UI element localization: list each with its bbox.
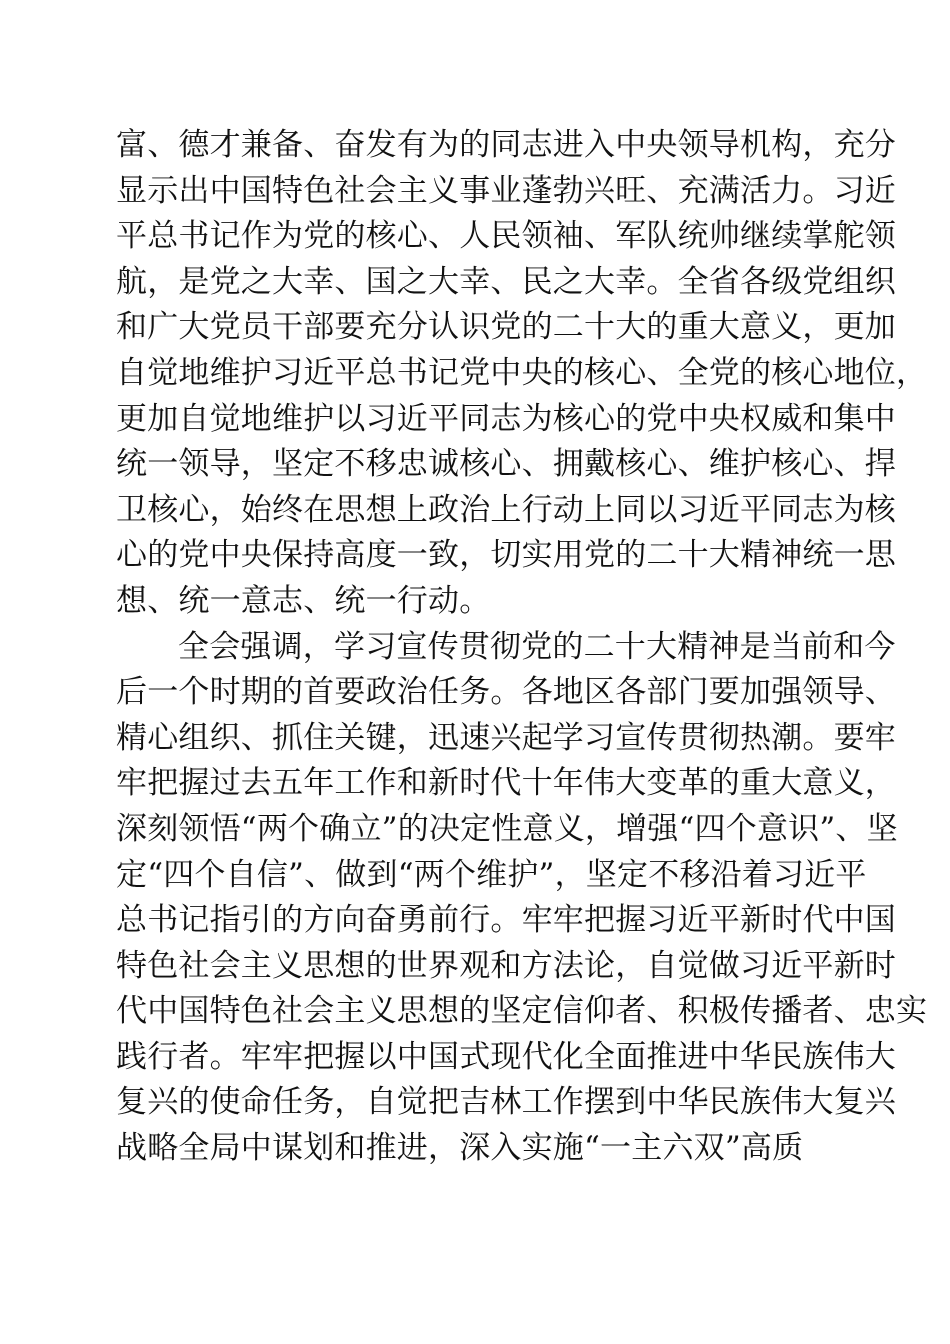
paragraph-line: 航，是党之大幸、国之大幸、民之大幸。全省各级党组织 [116,263,896,300]
paragraph-line: 平总书记作为党的核心、人民领袖、军队统帅继续掌舵领 [116,218,896,255]
paragraph-line: 复兴的使命任务，自觉把吉林工作摆到中华民族伟大复兴 [116,1084,896,1121]
paragraph-line: 和广大党员干部要充分认识党的二十大的重大意义，更加 [116,309,896,346]
paragraph-line: 自觉地维护习近平总书记党中央的核心、全党的核心地位， [116,354,928,391]
paragraph-line: 想、统一意志、统一行动。 [116,582,491,619]
paragraph-line: 统一领导，坚定不移忠诚核心、拥戴核心、维护核心、捍 [116,446,896,483]
paragraph-1 [116,123,928,625]
paragraph-line: 显示出中国特色社会主义事业蓬勃兴旺、充满活力。习近 [116,172,896,209]
paragraph-line: 总书记指引的方向奋勇前行。牢牢把握习近平新时代中国 [116,902,896,939]
paragraph-line: 深刻领悟“两个确立”的决定性意义，增强“四个意识”、坚 [116,810,898,847]
paragraph-line: 精心组织、抓住关键，迅速兴起学习宣传贯彻热潮。要牢 [116,719,896,756]
paragraph-line: 卫核心，始终在思想上政治上行动上同以习近平同志为核 [116,491,896,528]
paragraph-line: 富、德才兼备、奋发有为的同志进入中央领导机构，充分 [116,127,896,163]
paragraph-line: 践行者。牢牢把握以中国式现代化全面推进中华民族伟大 [116,1038,896,1075]
paragraph-line: 更加自觉地维护以习近平同志为核心的党中央权威和集中 [116,400,896,437]
paragraph-line: 后一个时期的首要政治任务。各地区各部门要加强领导、 [116,674,896,711]
paragraph-2 [116,625,928,1172]
paragraph-line: 定“四个自信”、做到“两个维护”，坚定不移沿着习近平 [116,856,867,893]
document-body [116,123,928,1172]
paragraph-line: 代中国特色社会主义思想的坚定信仰者、积极传播者、忠实 [116,993,928,1030]
paragraph-line: 战略全局中谋划和推进，深入实施“一主六双”高质 [116,1130,804,1167]
paragraph-line: 心的党中央保持高度一致，切实用党的二十大精神统一思 [116,537,896,574]
paragraph-line: 牢把握过去五年工作和新时代十年伟大变革的重大意义， [116,765,896,802]
paragraph-line: 特色社会主义思想的世界观和方法论，自觉做习近平新时 [116,947,896,984]
paragraph-line-first: 全会强调，学习宣传贯彻党的二十大精神是当前和今 [178,628,896,665]
